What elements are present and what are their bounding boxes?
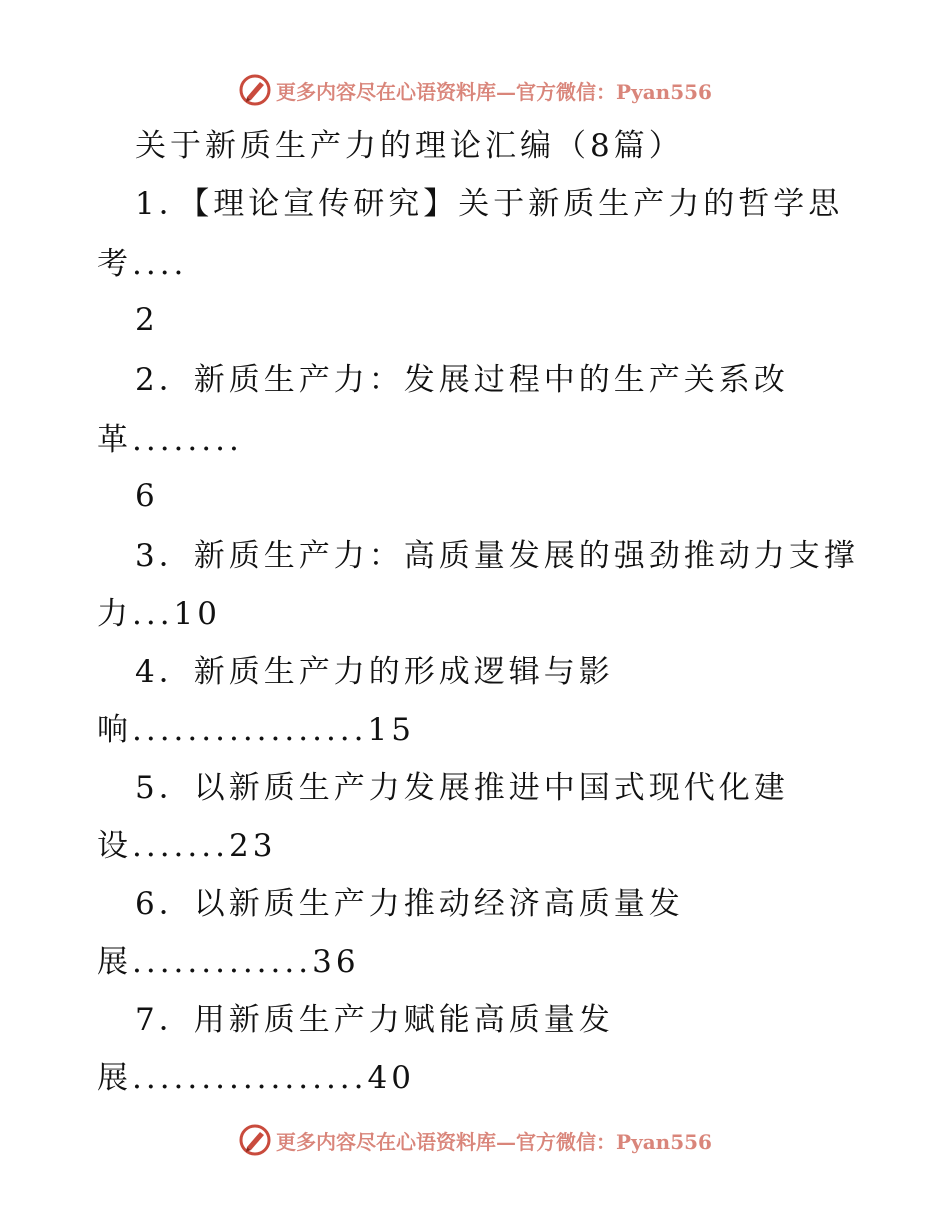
toc-line: 设.......23 (97, 828, 277, 864)
toc-page-number: 2 (135, 302, 159, 338)
watermark-text: 更多内容尽在心语资料库—官方微信：Pyan556 (276, 1129, 712, 1154)
watermark-text: 更多内容尽在心语资料库—官方微信：Pyan556 (276, 79, 712, 104)
toc-line: 5．以新质生产力发展推进中国式现代化建 (135, 770, 789, 806)
toc-line: 力...10 (97, 596, 222, 632)
toc-line: 展.............36 (97, 944, 360, 980)
toc-line: 展.................40 (97, 1060, 415, 1096)
toc-line: 1．【理论宣传研究】关于新质生产力的哲学思 (135, 186, 844, 222)
pen-logo-icon (238, 73, 272, 107)
toc-line: 4．新质生产力的形成逻辑与影 (135, 654, 614, 690)
toc-line: 6．以新质生产力推动经济高质量发 (135, 886, 684, 922)
toc-page-number: 6 (135, 478, 159, 514)
header-watermark (0, 70, 950, 110)
toc-line: 响.................15 (97, 712, 415, 748)
toc-line: 7．用新质生产力赋能高质量发 (135, 1002, 614, 1038)
pen-logo-icon (238, 1123, 272, 1157)
document-title: 关于新质生产力的理论汇编（8篇） (135, 128, 684, 164)
toc-line: 革........ (97, 422, 243, 458)
toc-line: 3．新质生产力：高质量发展的强劲推动力支撑 (135, 538, 859, 574)
toc-line: 考.... (97, 246, 188, 282)
toc-line: 2．新质生产力：发展过程中的生产关系改 (135, 362, 789, 398)
footer-watermark (0, 1120, 950, 1160)
